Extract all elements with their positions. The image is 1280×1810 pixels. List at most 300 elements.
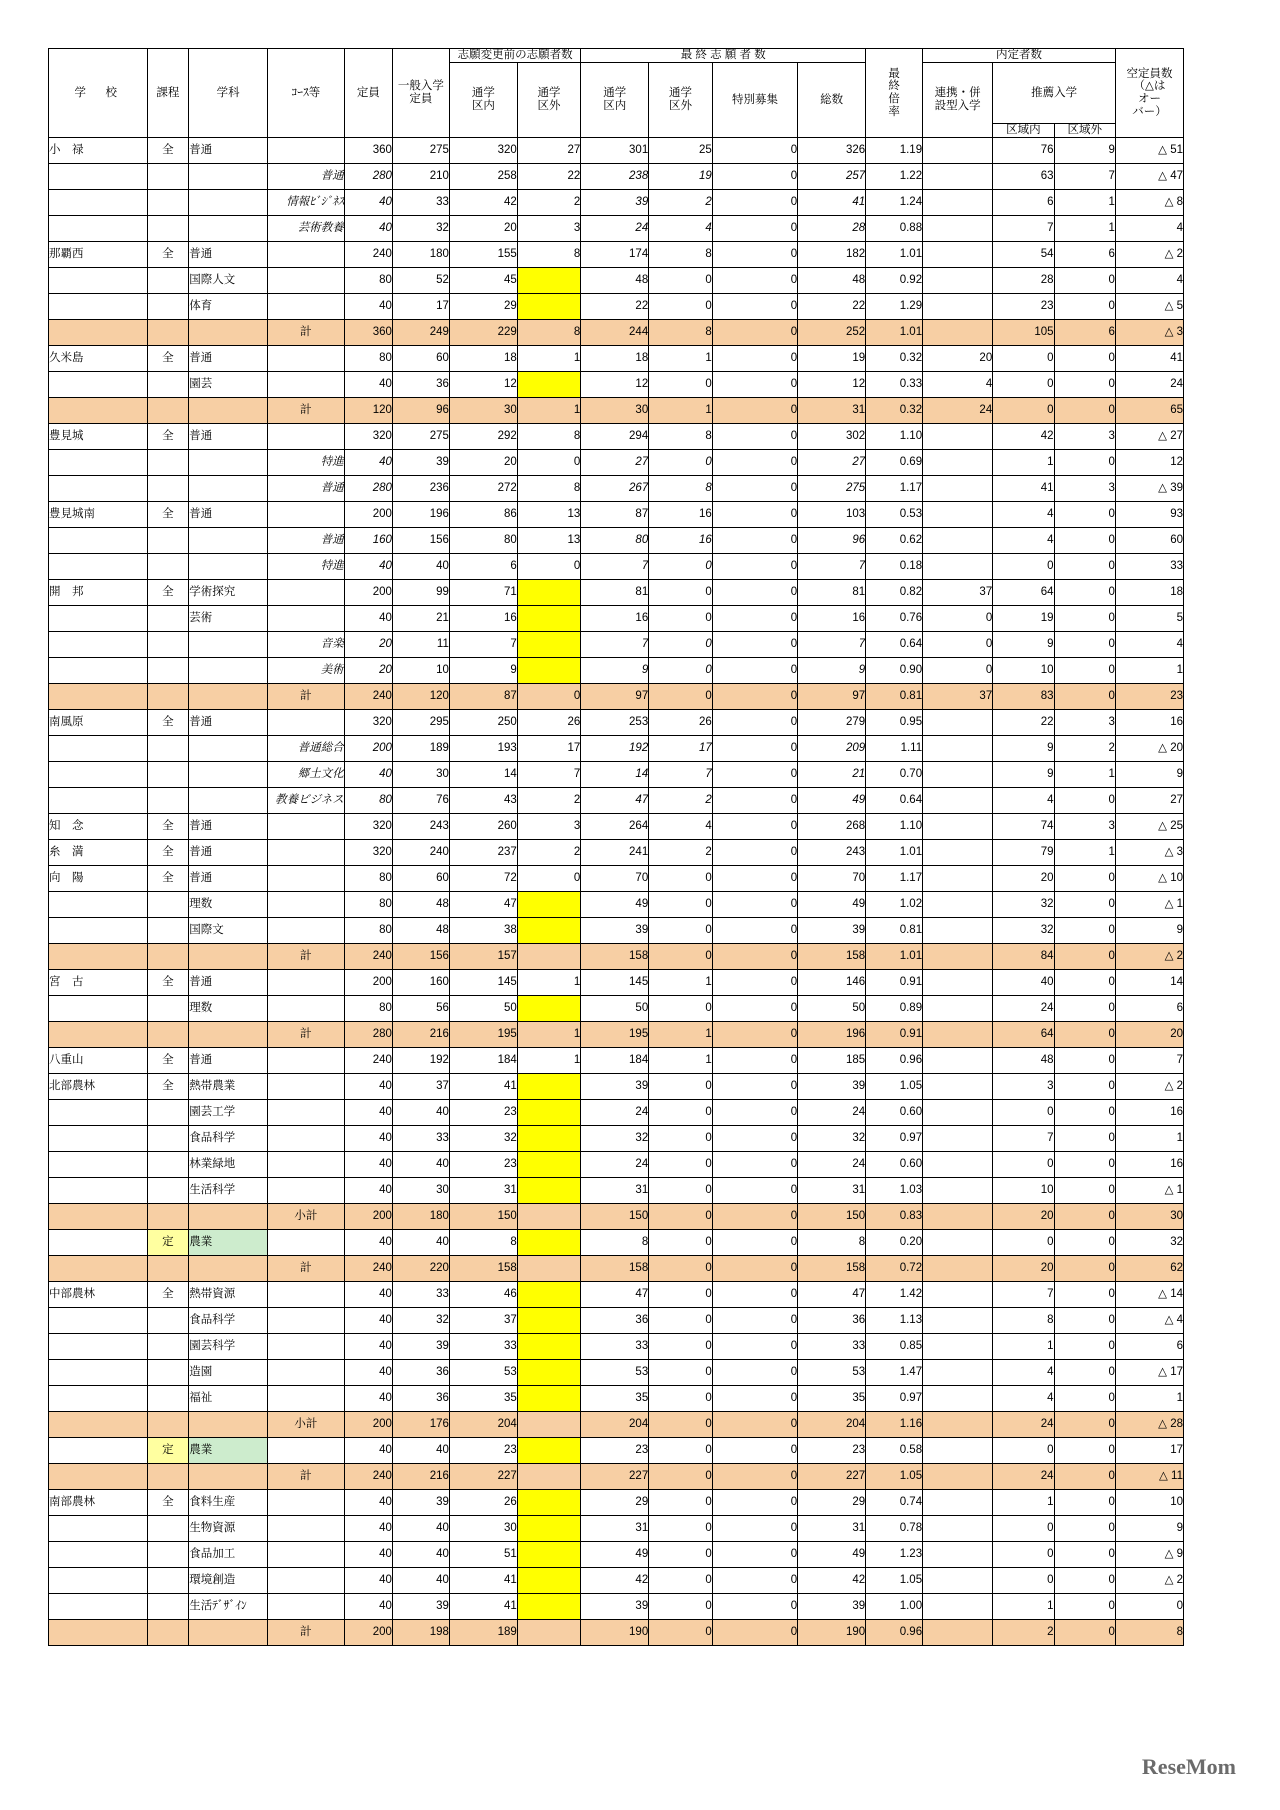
cell-before-gai xyxy=(517,1152,581,1178)
cell-katei xyxy=(147,1152,189,1178)
cell-course xyxy=(268,346,345,372)
cell-before-nai: 53 xyxy=(449,1360,517,1386)
cell-final-nai: 14 xyxy=(581,762,649,788)
cell-suisen-gai: 0 xyxy=(1054,1542,1115,1568)
cell-course xyxy=(268,710,345,736)
cell-renkei xyxy=(923,450,993,476)
cell-suisen-gai: 0 xyxy=(1054,580,1115,606)
cell-sousuu: 326 xyxy=(798,138,866,164)
cell-katei xyxy=(147,164,189,190)
cell-renkei xyxy=(923,1490,993,1516)
cell-before-nai: 41 xyxy=(449,1568,517,1594)
cell-tokubetsu: 0 xyxy=(712,1490,797,1516)
table-row xyxy=(49,1022,1184,1048)
cell-ippan-teiin: 99 xyxy=(392,580,449,606)
cell-kuuteiin: △ 2 xyxy=(1115,242,1183,268)
cell-kuuteiin: △ 8 xyxy=(1115,190,1183,216)
cell-bairitsu: 0.81 xyxy=(866,684,923,710)
cell-before-gai xyxy=(517,580,581,606)
cell-sousuu: 227 xyxy=(798,1464,866,1490)
cell-ippan-teiin: 48 xyxy=(392,892,449,918)
cell-renkei xyxy=(923,944,993,970)
cell-course: 特進 xyxy=(268,450,345,476)
cell-tokubetsu: 0 xyxy=(712,1048,797,1074)
cell-ippan-teiin: 156 xyxy=(392,944,449,970)
cell-sousuu: 158 xyxy=(798,1256,866,1282)
cell-before-nai: 30 xyxy=(449,398,517,424)
cell-kuuteiin: 4 xyxy=(1115,268,1183,294)
cell-ippan-teiin: 21 xyxy=(392,606,449,632)
cell-final-nai: 49 xyxy=(581,1542,649,1568)
cell-teiin: 200 xyxy=(344,736,392,762)
cell-suisen-gai: 0 xyxy=(1054,918,1115,944)
cell-kuuteiin: △ 5 xyxy=(1115,294,1183,320)
cell-kuuteiin: 8 xyxy=(1115,1620,1183,1646)
cell-school xyxy=(49,1360,148,1386)
cell-final-nai: 39 xyxy=(581,190,649,216)
cell-kuuteiin: △ 3 xyxy=(1115,320,1183,346)
cell-course: 計 xyxy=(268,1464,345,1490)
cell-suisen-gai: 0 xyxy=(1054,1074,1115,1100)
cell-before-nai: 9 xyxy=(449,658,517,684)
cell-final-nai: 16 xyxy=(581,606,649,632)
cell-before-nai: 158 xyxy=(449,1256,517,1282)
cell-gakka: 普通 xyxy=(189,814,268,840)
cell-ippan-teiin: 160 xyxy=(392,970,449,996)
cell-final-gai: 0 xyxy=(649,944,713,970)
cell-sousuu: 158 xyxy=(798,944,866,970)
cell-sousuu: 41 xyxy=(798,190,866,216)
cell-suisen-nai: 79 xyxy=(993,840,1054,866)
cell-teiin: 320 xyxy=(344,424,392,450)
cell-kuuteiin: △ 1 xyxy=(1115,892,1183,918)
cell-suisen-nai: 20 xyxy=(993,866,1054,892)
cell-school xyxy=(49,1022,148,1048)
cell-suisen-gai: 0 xyxy=(1054,372,1115,398)
table-row xyxy=(49,762,1184,788)
cell-final-gai: 0 xyxy=(649,268,713,294)
cell-renkei xyxy=(923,1100,993,1126)
cell-course: 普通 xyxy=(268,528,345,554)
cell-ippan-teiin: 39 xyxy=(392,1594,449,1620)
cell-tokubetsu: 0 xyxy=(712,242,797,268)
cell-suisen-gai: 0 xyxy=(1054,528,1115,554)
cell-before-gai: 22 xyxy=(517,164,581,190)
cell-ippan-teiin: 243 xyxy=(392,814,449,840)
cell-katei xyxy=(147,216,189,242)
cell-renkei xyxy=(923,1178,993,1204)
cell-tokubetsu: 0 xyxy=(712,164,797,190)
table-row xyxy=(49,294,1184,320)
cell-before-nai: 16 xyxy=(449,606,517,632)
cell-renkei xyxy=(923,476,993,502)
table-row xyxy=(49,944,1184,970)
cell-renkei xyxy=(923,788,993,814)
table-row xyxy=(49,1230,1184,1256)
table-row xyxy=(49,736,1184,762)
cell-before-nai: 12 xyxy=(449,372,517,398)
cell-school: 那覇西 xyxy=(49,242,148,268)
cell-suisen-gai: 0 xyxy=(1054,554,1115,580)
cell-sousuu: 49 xyxy=(798,892,866,918)
cell-course: 計 xyxy=(268,1620,345,1646)
cell-katei xyxy=(147,1256,189,1282)
cell-final-nai: 294 xyxy=(581,424,649,450)
cell-ippan-teiin: 32 xyxy=(392,1308,449,1334)
table-row xyxy=(49,1256,1184,1282)
cell-school xyxy=(49,944,148,970)
cell-renkei xyxy=(923,1334,993,1360)
cell-final-gai: 0 xyxy=(649,1594,713,1620)
cell-course xyxy=(268,996,345,1022)
cell-tokubetsu: 0 xyxy=(712,502,797,528)
cell-course xyxy=(268,892,345,918)
cell-tokubetsu: 0 xyxy=(712,736,797,762)
cell-school xyxy=(49,1438,148,1464)
cell-before-nai: 14 xyxy=(449,762,517,788)
cell-ippan-teiin: 60 xyxy=(392,866,449,892)
cell-final-gai: 0 xyxy=(649,606,713,632)
table-row xyxy=(49,476,1184,502)
cell-kuuteiin: △ 39 xyxy=(1115,476,1183,502)
cell-ippan-teiin: 40 xyxy=(392,1152,449,1178)
cell-final-gai: 1 xyxy=(649,970,713,996)
cell-renkei xyxy=(923,242,993,268)
cell-suisen-gai: 1 xyxy=(1054,840,1115,866)
cell-course xyxy=(268,918,345,944)
cell-suisen-gai: 2 xyxy=(1054,736,1115,762)
cell-suisen-gai: 3 xyxy=(1054,710,1115,736)
cell-suisen-nai: 4 xyxy=(993,502,1054,528)
cell-ippan-teiin: 40 xyxy=(392,1542,449,1568)
cell-tokubetsu: 0 xyxy=(712,424,797,450)
cell-school xyxy=(49,762,148,788)
cell-final-nai: 158 xyxy=(581,1256,649,1282)
cell-sousuu: 47 xyxy=(798,1282,866,1308)
cell-final-gai: 0 xyxy=(649,1282,713,1308)
cell-kuuteiin: △ 4 xyxy=(1115,1308,1183,1334)
cell-sousuu: 21 xyxy=(798,762,866,788)
cell-course xyxy=(268,1594,345,1620)
cell-suisen-gai: 0 xyxy=(1054,892,1115,918)
cell-before-gai: 3 xyxy=(517,216,581,242)
cell-school: 南部農林 xyxy=(49,1490,148,1516)
cell-before-nai: 30 xyxy=(449,1516,517,1542)
cell-teiin: 40 xyxy=(344,1230,392,1256)
cell-final-nai: 32 xyxy=(581,1126,649,1152)
cell-suisen-gai: 3 xyxy=(1054,814,1115,840)
cell-suisen-nai: 0 xyxy=(993,1542,1054,1568)
cell-bairitsu: 1.24 xyxy=(866,190,923,216)
cell-sousuu: 243 xyxy=(798,840,866,866)
cell-before-gai: 2 xyxy=(517,190,581,216)
cell-final-nai: 190 xyxy=(581,1620,649,1646)
cell-teiin: 40 xyxy=(344,1360,392,1386)
cell-katei xyxy=(147,1334,189,1360)
cell-course xyxy=(268,1126,345,1152)
cell-school: 久米島 xyxy=(49,346,148,372)
cell-ippan-teiin: 196 xyxy=(392,502,449,528)
cell-gakka: 普通 xyxy=(189,710,268,736)
cell-final-gai: 0 xyxy=(649,996,713,1022)
cell-renkei xyxy=(923,970,993,996)
table-row xyxy=(49,242,1184,268)
cell-teiin: 40 xyxy=(344,1282,392,1308)
cell-kuuteiin: △ 2 xyxy=(1115,1074,1183,1100)
cell-bairitsu: 0.81 xyxy=(866,918,923,944)
cell-suisen-gai: 0 xyxy=(1054,606,1115,632)
cell-katei xyxy=(147,632,189,658)
cell-course: 教養ビジネス xyxy=(268,788,345,814)
cell-sousuu: 53 xyxy=(798,1360,866,1386)
cell-final-nai: 42 xyxy=(581,1568,649,1594)
cell-suisen-gai: 1 xyxy=(1054,190,1115,216)
cell-katei xyxy=(147,944,189,970)
cell-final-nai: 241 xyxy=(581,840,649,866)
cell-suisen-nai: 8 xyxy=(993,1308,1054,1334)
cell-teiin: 240 xyxy=(344,1256,392,1282)
table-row xyxy=(49,684,1184,710)
cell-suisen-nai: 24 xyxy=(993,1412,1054,1438)
cell-before-nai: 292 xyxy=(449,424,517,450)
cell-tokubetsu: 0 xyxy=(712,1334,797,1360)
cell-ippan-teiin: 33 xyxy=(392,1282,449,1308)
cell-before-nai: 8 xyxy=(449,1230,517,1256)
cell-sousuu: 27 xyxy=(798,450,866,476)
cell-katei: 全 xyxy=(147,346,189,372)
cell-before-nai: 189 xyxy=(449,1620,517,1646)
cell-kuuteiin: 65 xyxy=(1115,398,1183,424)
cell-gakka xyxy=(189,788,268,814)
cell-renkei xyxy=(923,554,993,580)
cell-tokubetsu: 0 xyxy=(712,606,797,632)
cell-ippan-teiin: 275 xyxy=(392,138,449,164)
cell-before-gai xyxy=(517,1412,581,1438)
cell-gakka: 理数 xyxy=(189,996,268,1022)
cell-before-gai xyxy=(517,1516,581,1542)
cell-tokubetsu: 0 xyxy=(712,1412,797,1438)
cell-final-gai: 16 xyxy=(649,502,713,528)
cell-suisen-gai: 0 xyxy=(1054,502,1115,528)
cell-before-nai: 18 xyxy=(449,346,517,372)
cell-course xyxy=(268,1230,345,1256)
cell-final-gai: 0 xyxy=(649,1230,713,1256)
cell-final-gai: 0 xyxy=(649,1100,713,1126)
cell-final-gai: 0 xyxy=(649,1256,713,1282)
cell-before-nai: 71 xyxy=(449,580,517,606)
cell-renkei: 0 xyxy=(923,632,993,658)
cell-sousuu: 31 xyxy=(798,1516,866,1542)
cell-school xyxy=(49,1334,148,1360)
cell-before-nai: 35 xyxy=(449,1386,517,1412)
col-suisen-kuiki-gai: 区域外 xyxy=(1054,124,1115,138)
cell-teiin: 40 xyxy=(344,1568,392,1594)
cell-bairitsu: 0.60 xyxy=(866,1152,923,1178)
cell-tokubetsu: 0 xyxy=(712,1178,797,1204)
cell-katei: 全 xyxy=(147,242,189,268)
cell-renkei xyxy=(923,1464,993,1490)
table-row xyxy=(49,918,1184,944)
cell-before-gai xyxy=(517,606,581,632)
cell-final-nai: 9 xyxy=(581,658,649,684)
table-row xyxy=(49,1594,1184,1620)
cell-gakka xyxy=(189,476,268,502)
cell-sousuu: 9 xyxy=(798,658,866,684)
cell-final-nai: 145 xyxy=(581,970,649,996)
cell-before-nai: 23 xyxy=(449,1152,517,1178)
cell-ippan-teiin: 36 xyxy=(392,372,449,398)
cell-bairitsu: 1.16 xyxy=(866,1412,923,1438)
cell-gakka: 体育 xyxy=(189,294,268,320)
cell-katei: 全 xyxy=(147,580,189,606)
cell-sousuu: 279 xyxy=(798,710,866,736)
cell-final-gai: 0 xyxy=(649,1568,713,1594)
cell-tokubetsu: 0 xyxy=(712,1594,797,1620)
cell-before-nai: 87 xyxy=(449,684,517,710)
cell-gakka: 生物資源 xyxy=(189,1516,268,1542)
cell-final-gai: 0 xyxy=(649,1360,713,1386)
cell-ippan-teiin: 37 xyxy=(392,1074,449,1100)
cell-school xyxy=(49,996,148,1022)
cell-sousuu: 35 xyxy=(798,1386,866,1412)
cell-before-nai: 150 xyxy=(449,1204,517,1230)
cell-ippan-teiin: 52 xyxy=(392,268,449,294)
cell-before-nai: 7 xyxy=(449,632,517,658)
cell-course xyxy=(268,606,345,632)
cell-renkei xyxy=(923,1048,993,1074)
table-row xyxy=(49,658,1184,684)
cell-gakka: 福祉 xyxy=(189,1386,268,1412)
table-row xyxy=(49,1178,1184,1204)
cell-tokubetsu: 0 xyxy=(712,658,797,684)
cell-ippan-teiin: 236 xyxy=(392,476,449,502)
table-row xyxy=(49,970,1184,996)
cell-suisen-nai: 32 xyxy=(993,918,1054,944)
cell-ippan-teiin: 210 xyxy=(392,164,449,190)
cell-ippan-teiin: 40 xyxy=(392,1100,449,1126)
cell-suisen-nai: 23 xyxy=(993,294,1054,320)
cell-suisen-gai: 0 xyxy=(1054,346,1115,372)
cell-course: 郷土文化 xyxy=(268,762,345,788)
cell-kuuteiin: 9 xyxy=(1115,1516,1183,1542)
cell-course xyxy=(268,1438,345,1464)
cell-tokubetsu: 0 xyxy=(712,892,797,918)
cell-final-gai: 7 xyxy=(649,762,713,788)
cell-school xyxy=(49,398,148,424)
cell-gakka: 普通 xyxy=(189,424,268,450)
cell-final-nai: 267 xyxy=(581,476,649,502)
cell-before-gai: 17 xyxy=(517,736,581,762)
cell-tokubetsu: 0 xyxy=(712,1386,797,1412)
cell-final-nai: 70 xyxy=(581,866,649,892)
cell-katei: 定 xyxy=(147,1438,189,1464)
cell-final-gai: 0 xyxy=(649,1334,713,1360)
cell-teiin: 360 xyxy=(344,320,392,346)
cell-tokubetsu: 0 xyxy=(712,1204,797,1230)
cell-sousuu: 31 xyxy=(798,398,866,424)
cell-before-gai xyxy=(517,1126,581,1152)
cell-course xyxy=(268,294,345,320)
cell-ippan-teiin: 10 xyxy=(392,658,449,684)
cell-course: 情報ﾋﾞｼﾞﾈｽ xyxy=(268,190,345,216)
cell-kuuteiin: 7 xyxy=(1115,1048,1183,1074)
cell-kuuteiin: 10 xyxy=(1115,1490,1183,1516)
cell-final-gai: 0 xyxy=(649,1386,713,1412)
cell-school xyxy=(49,736,148,762)
cell-course: 小計 xyxy=(268,1412,345,1438)
cell-ippan-teiin: 40 xyxy=(392,1568,449,1594)
cell-course: 小計 xyxy=(268,1204,345,1230)
cell-renkei: 24 xyxy=(923,398,993,424)
cell-tokubetsu: 0 xyxy=(712,1230,797,1256)
cell-suisen-gai: 6 xyxy=(1054,320,1115,346)
cell-teiin: 240 xyxy=(344,944,392,970)
cell-tokubetsu: 0 xyxy=(712,450,797,476)
cell-bairitsu: 0.32 xyxy=(866,346,923,372)
cell-before-nai: 227 xyxy=(449,1464,517,1490)
table-row xyxy=(49,840,1184,866)
table-row xyxy=(49,1308,1184,1334)
cell-kuuteiin: △ 2 xyxy=(1115,1568,1183,1594)
cell-gakka: 学術探究 xyxy=(189,580,268,606)
cell-suisen-nai: 22 xyxy=(993,710,1054,736)
cell-suisen-gai: 0 xyxy=(1054,1308,1115,1334)
cell-before-nai: 237 xyxy=(449,840,517,866)
cell-kuuteiin: △ 9 xyxy=(1115,1542,1183,1568)
cell-bairitsu: 0.82 xyxy=(866,580,923,606)
cell-suisen-gai: 0 xyxy=(1054,1594,1115,1620)
cell-suisen-gai: 0 xyxy=(1054,1360,1115,1386)
cell-final-gai: 0 xyxy=(649,1490,713,1516)
cell-school: 小 禄 xyxy=(49,138,148,164)
cell-bairitsu: 0.74 xyxy=(866,1490,923,1516)
cell-school: 向 陽 xyxy=(49,866,148,892)
cell-tokubetsu: 0 xyxy=(712,294,797,320)
cell-renkei: 0 xyxy=(923,658,993,684)
cell-sousuu: 96 xyxy=(798,528,866,554)
cell-gakka: 食品科学 xyxy=(189,1308,268,1334)
cell-final-gai: 0 xyxy=(649,632,713,658)
table-row xyxy=(49,1516,1184,1542)
cell-teiin: 360 xyxy=(344,138,392,164)
cell-ippan-teiin: 11 xyxy=(392,632,449,658)
table-row xyxy=(49,710,1184,736)
cell-ippan-teiin: 33 xyxy=(392,190,449,216)
cell-final-gai: 1 xyxy=(649,1048,713,1074)
cell-school xyxy=(49,1126,148,1152)
cell-bairitsu: 1.10 xyxy=(866,424,923,450)
cell-school: 知 念 xyxy=(49,814,148,840)
cell-teiin: 20 xyxy=(344,632,392,658)
cell-renkei xyxy=(923,502,993,528)
cell-course xyxy=(268,1100,345,1126)
cell-suisen-gai: 0 xyxy=(1054,1152,1115,1178)
cell-school xyxy=(49,788,148,814)
cell-teiin: 40 xyxy=(344,1516,392,1542)
cell-final-gai: 2 xyxy=(649,190,713,216)
cell-suisen-nai: 7 xyxy=(993,216,1054,242)
cell-bairitsu: 0.69 xyxy=(866,450,923,476)
table-row xyxy=(49,190,1184,216)
cell-course: 計 xyxy=(268,684,345,710)
cell-school xyxy=(49,1308,148,1334)
cell-final-gai: 17 xyxy=(649,736,713,762)
cell-final-gai: 19 xyxy=(649,164,713,190)
cell-gakka xyxy=(189,164,268,190)
cell-bairitsu: 0.91 xyxy=(866,1022,923,1048)
cell-kuuteiin: △ 10 xyxy=(1115,866,1183,892)
table-row xyxy=(49,814,1184,840)
